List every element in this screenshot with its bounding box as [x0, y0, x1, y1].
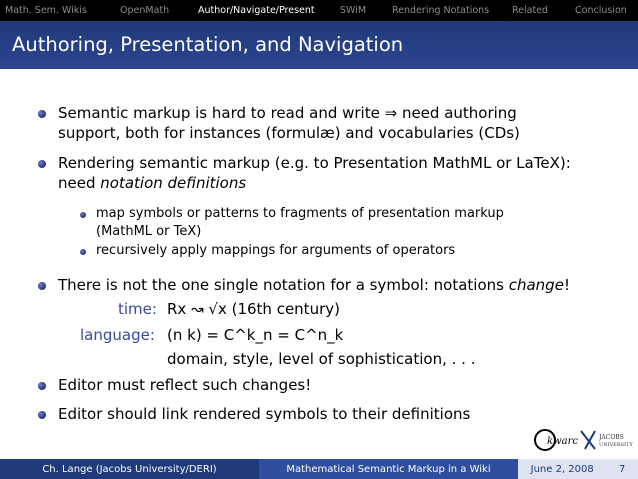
footer-date: June 2, 2008 — [530, 463, 594, 475]
slide-title: Authoring, Presentation, and Navigation — [12, 33, 404, 56]
bullet-3-exclamation: ! — [563, 276, 570, 294]
kwarc-logo-icon — [533, 425, 633, 455]
sub-bullet-1-line-1: map symbols or patterns to fragments of presentation markup — [96, 206, 504, 221]
bullet-2-line-2 — [58, 174, 246, 192]
bullet-2-line-1: Rendering semantic markup (e.g. to Presentation MathML or LaTeX): — [58, 154, 571, 172]
bullet-1-line-2: support, both for instances (formulæ) and vocabularies (CDs) — [58, 124, 520, 142]
bullet-4: Editor must reflect such changes! — [58, 376, 312, 394]
footer-author: Ch. Lange (Jacobs University/DERI) — [0, 459, 259, 479]
sub-bullet-icon — [80, 249, 86, 255]
nav-item-rendering-notations[interactable]: Rendering Notations — [392, 5, 490, 16]
bullet-2-prefix: need — [58, 174, 101, 192]
change-emphasis: change — [508, 276, 564, 294]
bullet-icon — [38, 282, 46, 290]
bullet-5: Editor should link rendered symbols to their definitions — [58, 405, 471, 423]
bullet-icon — [38, 110, 46, 118]
footer-page-number: 7 — [619, 463, 626, 475]
slide-title-bar — [0, 21, 638, 69]
bullet-1-line-1: Semantic markup is hard to read and write ⇒ need authoring — [58, 104, 517, 122]
language-label: language: — [80, 326, 155, 344]
bullet-icon — [38, 160, 46, 168]
jacobs-logo-text-2: UNIVERSITY — [599, 442, 633, 448]
sub-bullet-1-line-2: (MathML or TeX) — [96, 224, 202, 239]
nav-item-openmath[interactable]: OpenMath — [120, 5, 170, 16]
time-label: time: — [118, 300, 157, 318]
nav-item-related[interactable]: Related — [512, 5, 549, 16]
nav-item-conclusion[interactable]: Conclusion — [575, 5, 627, 16]
kwarc-jacobs-logo — [533, 425, 633, 455]
language-value: (n k) = C^k_n = C^n_k — [167, 326, 344, 344]
bullet-icon — [38, 411, 46, 419]
time-value: Rx ↝ √x (16th century) — [167, 300, 340, 318]
notation-definitions-emphasis: notation definitions — [100, 174, 247, 192]
footer-date-page — [518, 459, 638, 479]
bullet-3 — [58, 276, 570, 294]
slide-footer — [0, 459, 638, 479]
nav-item-math-sem-wikis[interactable]: Math. Sem. Wikis — [5, 5, 87, 16]
domain-line: domain, style, level of sophistication, . . . — [167, 350, 476, 368]
bullet-3-text: There is not the one single notation for a symbol: notations — [58, 276, 509, 294]
bullet-icon — [38, 382, 46, 390]
nav-item-swim[interactable]: SWiM — [340, 5, 367, 16]
sub-bullet-2: recursively apply mappings for arguments of operators — [96, 243, 456, 258]
sub-bullet-icon — [80, 212, 86, 218]
section-navigation-bar — [0, 0, 638, 21]
footer-talk-title: Mathematical Semantic Markup in a Wiki — [259, 459, 518, 479]
kwarc-logo-text: kwarc — [547, 436, 578, 447]
slide-content — [0, 69, 638, 459]
jacobs-logo-text-1: JACOBS — [599, 434, 624, 441]
nav-item-author-navigate-present[interactable]: Author/Navigate/Present — [198, 5, 315, 16]
